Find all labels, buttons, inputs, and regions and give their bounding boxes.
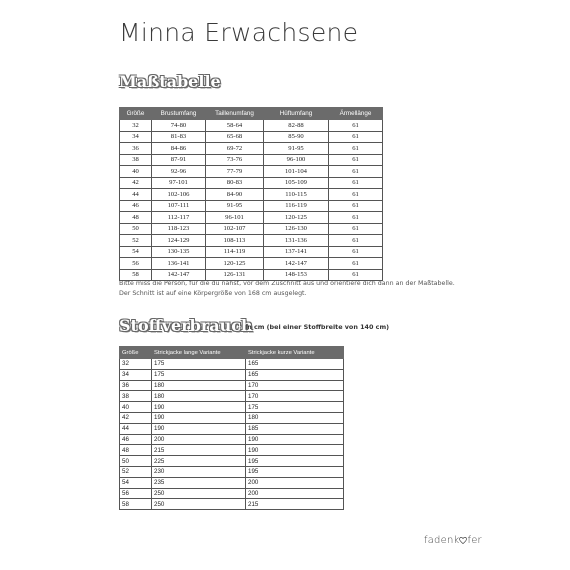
fabric-table: [119, 346, 344, 510]
table-cell: 175: [152, 369, 246, 380]
table-cell: 61: [329, 246, 383, 258]
table-cell: 92-96: [152, 166, 206, 178]
table-cell: 40: [120, 402, 152, 413]
table-cell: 126-130: [264, 223, 329, 235]
table-row: [120, 143, 383, 155]
table-cell: 225: [152, 456, 246, 467]
fabric-table-body: [120, 359, 344, 510]
table-cell: 91-95: [206, 200, 264, 212]
table-cell: 42: [120, 177, 152, 189]
table-cell: 61: [329, 131, 383, 143]
table-cell: 180: [152, 391, 246, 402]
table-cell: 131-136: [264, 235, 329, 247]
table-row: [120, 212, 383, 224]
table-cell: 116-119: [264, 200, 329, 212]
logo-text-left: fadenk: [424, 535, 460, 546]
table-cell: 97-101: [152, 177, 206, 189]
table-cell: 110-115: [264, 189, 329, 201]
table-cell: 46: [120, 434, 152, 445]
table-cell: 114-119: [206, 246, 264, 258]
table-cell: 180: [152, 380, 246, 391]
table-cell: 42: [120, 412, 152, 423]
table-row: [120, 166, 383, 178]
table-row: [120, 369, 344, 380]
table-cell: 180: [246, 412, 344, 423]
table-cell: 250: [152, 499, 246, 510]
table-row: [120, 402, 344, 413]
table-cell: 61: [329, 154, 383, 166]
note-line: Bitte miss die Person, für die du nähst, vor dem Zuschnitt aus und orientiere dich dann an der Maßtabelle.: [119, 280, 455, 287]
table-cell: 235: [152, 477, 246, 488]
table-row: [120, 177, 383, 189]
column-header: Taillenumfang: [206, 108, 264, 120]
table-cell: 190: [246, 434, 344, 445]
table-row: [120, 456, 344, 467]
table-cell: 120-125: [264, 212, 329, 224]
column-header: Brustumfang: [152, 108, 206, 120]
table-cell: 165: [246, 359, 344, 370]
logo-text-right: fer: [467, 535, 482, 546]
column-header: Strickjacke kurze Variante: [246, 347, 344, 359]
table-cell: 170: [246, 380, 344, 391]
table-cell: 54: [120, 246, 152, 258]
table-cell: 44: [120, 423, 152, 434]
table-cell: 175: [152, 359, 246, 370]
table-cell: 215: [152, 445, 246, 456]
table-cell: 175: [246, 402, 344, 413]
table-cell: 91-95: [264, 143, 329, 155]
table-cell: 82-88: [264, 120, 329, 132]
table-cell: 96-100: [264, 154, 329, 166]
table-cell: 58: [120, 269, 152, 281]
table-cell: 105-109: [264, 177, 329, 189]
column-header: Größe: [120, 108, 152, 120]
table-cell: 61: [329, 200, 383, 212]
table-cell: 40: [120, 166, 152, 178]
table-cell: 195: [246, 456, 344, 467]
table-cell: 61: [329, 177, 383, 189]
table-cell: 61: [329, 235, 383, 247]
table-cell: 52: [120, 235, 152, 247]
table-cell: 185: [246, 423, 344, 434]
table-row: [120, 391, 344, 402]
table-cell: 101-104: [264, 166, 329, 178]
fabric-table-subnote: in cm (bei einer Stoffbreite von 140 cm): [245, 323, 390, 331]
table-cell: 61: [329, 258, 383, 270]
table-cell: 84-86: [152, 143, 206, 155]
table-cell: 215: [246, 499, 344, 510]
table-cell: 56: [120, 258, 152, 270]
table-cell: 54: [120, 477, 152, 488]
table-cell: 195: [246, 466, 344, 477]
table-row: [120, 200, 383, 212]
column-header: Ärmellänge: [329, 108, 383, 120]
table-cell: 200: [246, 488, 344, 499]
table-cell: 69-72: [206, 143, 264, 155]
table-cell: 124-129: [152, 235, 206, 247]
table-cell: 73-76: [206, 154, 264, 166]
table-cell: 50: [120, 456, 152, 467]
table-cell: 61: [329, 189, 383, 201]
table-row: [120, 434, 344, 445]
table-cell: 87-91: [152, 154, 206, 166]
table-cell: 52: [120, 466, 152, 477]
table-cell: 126-131: [206, 269, 264, 281]
table-cell: 32: [120, 120, 152, 132]
table-row: [120, 488, 344, 499]
table-cell: 77-79: [206, 166, 264, 178]
table-row: [120, 359, 344, 370]
table-cell: 230: [152, 466, 246, 477]
measurement-note: [119, 279, 519, 298]
table-cell: 48: [120, 445, 152, 456]
table-row: [120, 154, 383, 166]
table-cell: 48: [120, 212, 152, 224]
table-row: [120, 445, 344, 456]
table-cell: 56: [120, 488, 152, 499]
table-cell: 130-135: [152, 246, 206, 258]
column-header: Größe: [120, 347, 152, 359]
table-cell: 136-141: [152, 258, 206, 270]
table-cell: 36: [120, 380, 152, 391]
table-cell: 61: [329, 120, 383, 132]
table-row: [120, 412, 344, 423]
table-cell: 32: [120, 359, 152, 370]
table-cell: 148-153: [264, 269, 329, 281]
note-line: Der Schnitt ist auf eine Körpergröße von 168 cm ausgelegt.: [119, 289, 307, 297]
table-cell: 61: [329, 143, 383, 155]
table-cell: 142-147: [264, 258, 329, 270]
table-cell: 102-106: [152, 189, 206, 201]
table-cell: 190: [152, 423, 246, 434]
table-cell: 165: [246, 369, 344, 380]
table-row: [120, 258, 383, 270]
size-table-header-row: [120, 108, 383, 120]
table-cell: 108-113: [206, 235, 264, 247]
table-cell: 200: [152, 434, 246, 445]
table-row: [120, 380, 344, 391]
table-cell: 50: [120, 223, 152, 235]
table-cell: 38: [120, 391, 152, 402]
table-cell: 118-123: [152, 223, 206, 235]
fabric-table-header-row: [120, 347, 344, 359]
table-cell: 61: [329, 269, 383, 281]
table-cell: 200: [246, 477, 344, 488]
table-cell: 36: [120, 143, 152, 155]
table-row: [120, 120, 383, 132]
table-cell: 61: [329, 212, 383, 224]
table-cell: 34: [120, 131, 152, 143]
table-cell: 61: [329, 223, 383, 235]
table-cell: 44: [120, 189, 152, 201]
table-row: [120, 131, 383, 143]
table-cell: 190: [152, 412, 246, 423]
table-cell: 74-80: [152, 120, 206, 132]
table-cell: 81-83: [152, 131, 206, 143]
table-row: [120, 466, 344, 477]
table-cell: 250: [152, 488, 246, 499]
table-cell: 170: [246, 391, 344, 402]
table-row: [120, 246, 383, 258]
table-cell: 190: [152, 402, 246, 413]
table-cell: 107-111: [152, 200, 206, 212]
table-row: [120, 235, 383, 247]
brand-logo: [424, 535, 482, 546]
table-cell: 80-83: [206, 177, 264, 189]
column-header: Hüftumfang: [264, 108, 329, 120]
table-cell: 120-125: [206, 258, 264, 270]
size-table-heading: Maßtabelle: [119, 72, 221, 91]
size-table-body: [120, 120, 383, 281]
column-header: Strickjacke lange Variante: [152, 347, 246, 359]
table-cell: 61: [329, 166, 383, 178]
table-cell: 65-68: [206, 131, 264, 143]
table-row: [120, 223, 383, 235]
table-cell: 85-90: [264, 131, 329, 143]
table-cell: 38: [120, 154, 152, 166]
table-cell: 142-147: [152, 269, 206, 281]
table-cell: 46: [120, 200, 152, 212]
table-cell: 112-117: [152, 212, 206, 224]
page-title: Minna Erwachsene: [119, 18, 359, 47]
table-row: [120, 499, 344, 510]
table-row: [120, 477, 344, 488]
table-row: [120, 189, 383, 201]
table-cell: 84-90: [206, 189, 264, 201]
table-cell: 58: [120, 499, 152, 510]
table-cell: 102-107: [206, 223, 264, 235]
table-cell: 137-141: [264, 246, 329, 258]
table-row: [120, 423, 344, 434]
table-cell: 96-101: [206, 212, 264, 224]
table-cell: 34: [120, 369, 152, 380]
size-table: [119, 107, 383, 281]
table-cell: 58-64: [206, 120, 264, 132]
fabric-table-heading: Stoffverbrauch: [119, 316, 253, 335]
table-cell: 190: [246, 445, 344, 456]
